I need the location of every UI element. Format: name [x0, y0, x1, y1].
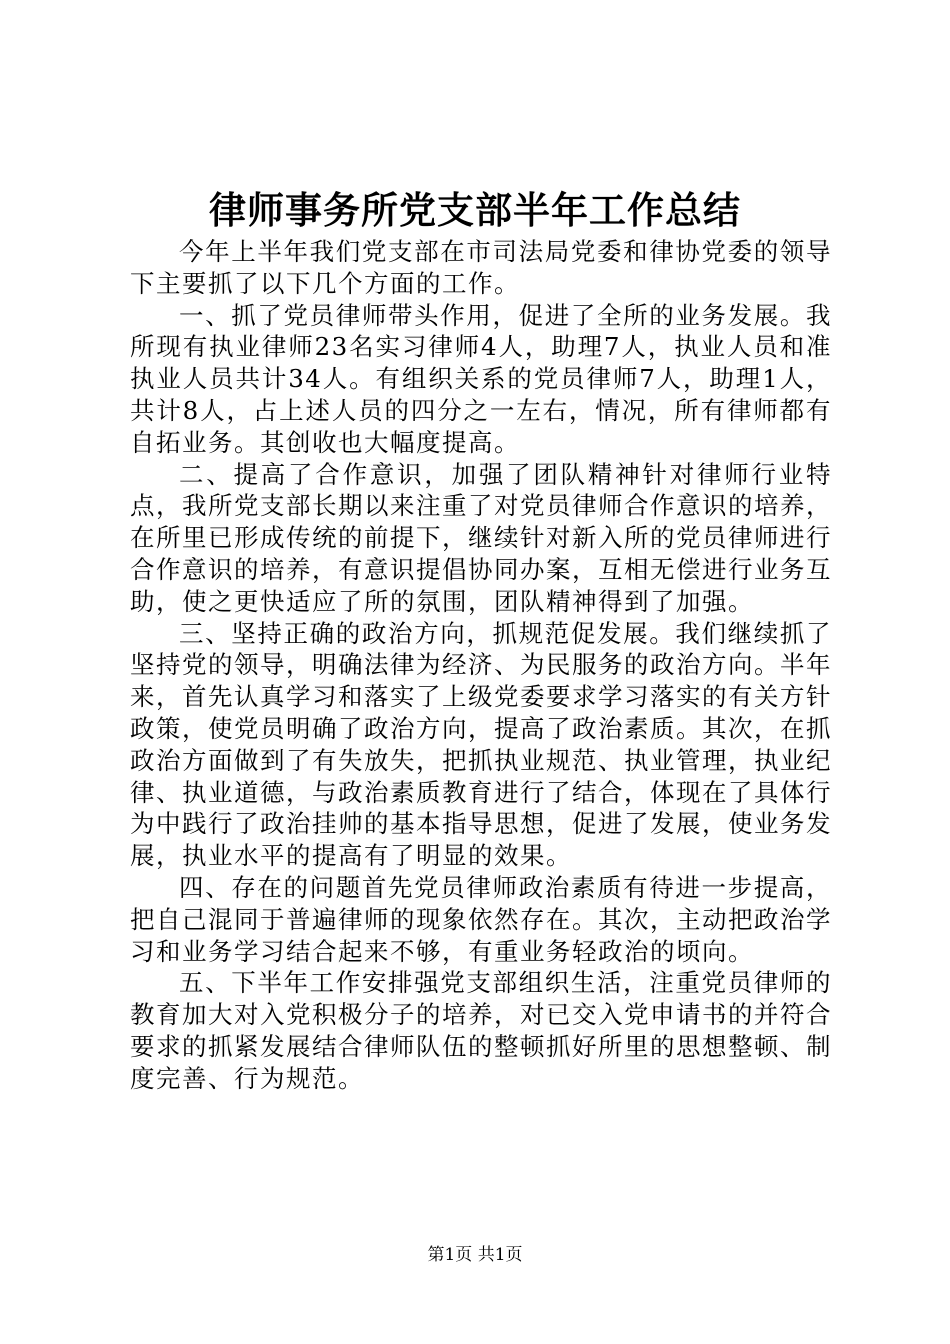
paragraph-section-2: 二、提高了合作意识，加强了团队精神针对律师行业特点，我所党支部长期以来注重了对党员律师合作意识的培养，在所里已形成传统的前提下，继续针对新入所的党员律师进行合作意识的培养，有意识提倡协同办案，互相无偿进行业务互助，使之更快适应了所的氛围，团队精神得到了加强。: [130, 459, 832, 616]
document-title: 律师事务所党支部半年工作总结: [209, 188, 741, 232]
document-body: [130, 236, 832, 1095]
paragraph-section-1: 一、抓了党员律师带头作用，促进了全所的业务发展。我所现有执业律师23名实习律师4人，助理7人，执业人员和准执业人员共计34人。有组织关系的党员律师7人，助理1人，共计8人，占上述人员的四分之一左右，情况，所有律师都有自拓业务。其创收也大幅度提高。: [130, 300, 832, 457]
paragraph-section-4: 四、存在的问题首先党员律师政治素质有待进一步提高，把自己混同于普遍律师的现象依然存在。其次，主动把政治学习和业务学习结合起来不够，有重业务轻政治的顷向。: [130, 872, 832, 966]
page-number-footer: 第1页 共1页: [427, 1245, 523, 1265]
paragraph-section-3: 三、坚持正确的政治方向，抓规范促发展。我们继续抓了坚持党的领导，明确法律为经济、为民服务的政治方向。半年来，首先认真学习和落实了上级党委要求学习落实的有关方针政策，使党员明确了政治方向，提高了政治素质。其次，在抓政治方面做到了有失放失，把抓执业规范、执业管理，执业纪律、执业道德，与政治素质教育进行了结合，体现在了具体行为中践行了政治挂帅的基本指导思想，促进了发展，使业务发展，执业水平的提高有了明显的效果。: [130, 618, 832, 871]
paragraph-intro: 今年上半年我们党支部在市司法局党委和律协党委的领导下主要抓了以下几个方面的工作。: [130, 237, 832, 298]
paragraph-section-5: 五、下半年工作安排强党支部组织生活，注重党员律师的教育加大对入党积极分子的培养，对已交入党申请书的并符合要求的抓紧发展结合律师队伍的整顿抓好所里的思想整顿、制度完善、行为规范。: [130, 968, 832, 1093]
